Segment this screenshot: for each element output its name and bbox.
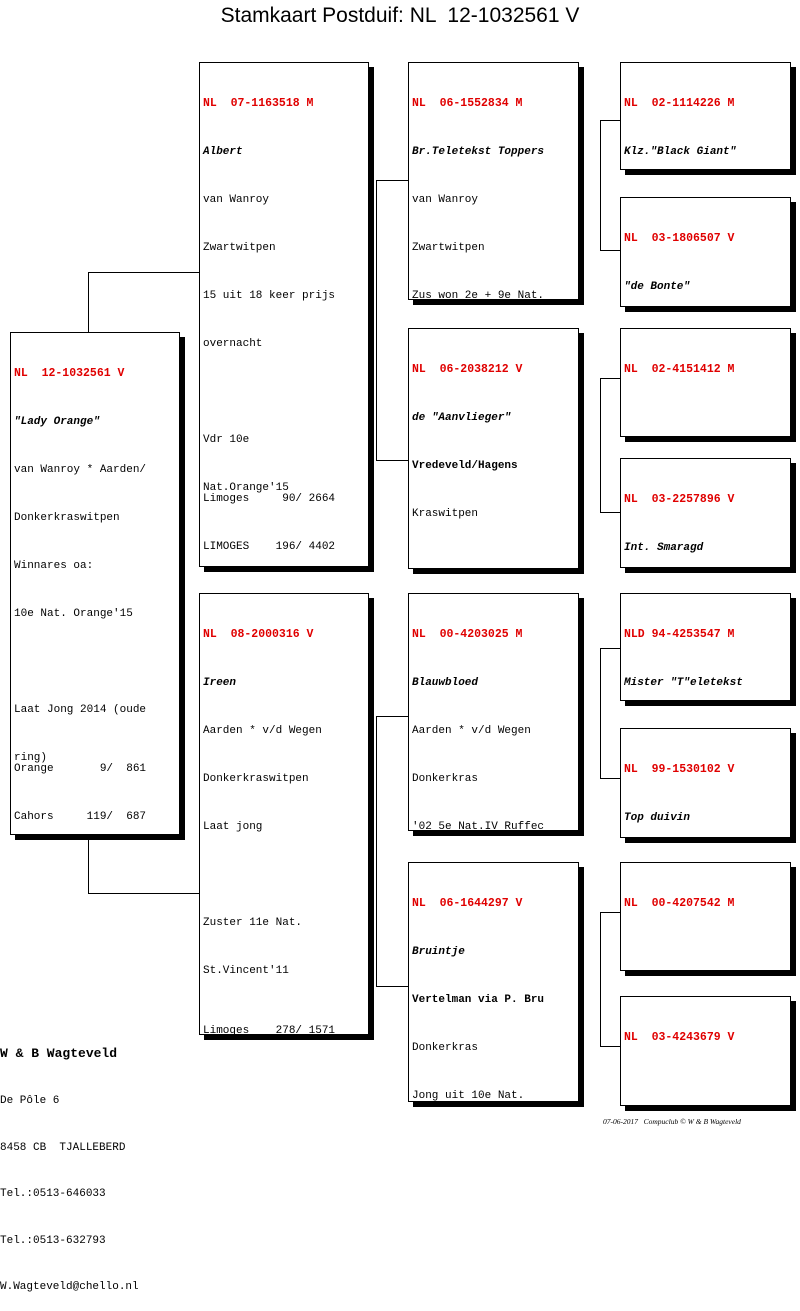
pigeon-name [624, 1078, 787, 1094]
info-line: Vertelman via P. Bru [412, 994, 545, 1006]
ring-number: NL 03-1806507 V [624, 232, 735, 245]
ring-number: NL 06-1552834 M [412, 97, 523, 110]
connector-line [600, 378, 601, 512]
result-line: Limoges 90/ 2664 [203, 493, 336, 505]
info-line: Donkerkraswitpen [14, 512, 120, 524]
great-grandparent-card [620, 862, 791, 971]
race-results [203, 991, 335, 1035]
father-card [199, 62, 369, 567]
result-line: Orange 9/ 861 [14, 763, 147, 775]
info-line: Laat jong [203, 821, 263, 833]
info-line: Zus won 2e + 9e Nat. [412, 290, 545, 300]
pigeon-name: Top duivin [624, 812, 691, 824]
pigeon-name: "de Bonte" [624, 281, 691, 293]
great-grandparent-card [620, 728, 791, 838]
connector-line [376, 180, 408, 181]
info-line: Aarden * v/d Wegen [412, 725, 531, 737]
connector-line [376, 180, 377, 460]
pigeon-name: "Lady Orange" [14, 416, 100, 428]
owner-email: W.Wagteveld@chello.nl [0, 1281, 139, 1293]
info-line: Donkerkras [412, 1042, 479, 1054]
ring-number: NL 12-1032561 V [14, 367, 125, 380]
info-line: van Wanroy [203, 194, 270, 206]
ring-number: NL 02-1114226 M [624, 97, 735, 110]
info-line: Vdr 10e [203, 434, 250, 446]
great-grandparent-card [620, 62, 791, 170]
info-line: 10e Nat. Orange'15 [14, 608, 133, 620]
owner-phone: Tel.:0513-646033 [0, 1188, 106, 1200]
connector-line [600, 512, 620, 513]
pigeon-name: Albert [203, 146, 243, 158]
connector-line [600, 1046, 620, 1047]
connector-line [600, 648, 601, 778]
pigeon-name: Klz."Black Giant" [624, 146, 737, 158]
info-line: Nat.Orange'15 [203, 482, 289, 494]
connector-line [600, 912, 620, 913]
race-results [14, 729, 146, 835]
ring-number: NL 99-1530102 V [624, 763, 735, 776]
owner-postcode: 8458 CB TJALLEBERD [0, 1141, 126, 1154]
info-line [14, 654, 176, 670]
owner-phone: Tel.:0513-632793 [0, 1234, 106, 1247]
info-line: St.Vincent'11 [203, 965, 289, 977]
connector-line [600, 648, 620, 649]
info-line: van Wanroy [412, 194, 479, 206]
info-line: Jong uit 10e Nat. [412, 1090, 525, 1102]
ring-number: NL 02-4151412 M [624, 363, 735, 376]
ring-number: NL 03-4243679 V [624, 1031, 735, 1044]
pigeon-name: Bruintje [412, 946, 465, 958]
info-line: van Wanroy * Aarden/ [14, 464, 147, 476]
connector-line [600, 120, 620, 121]
info-line: Vredeveld/Hagens [412, 460, 518, 472]
connector-line [88, 834, 89, 894]
owner-name: W & B Wagteveld [0, 1046, 118, 1061]
connector-line [376, 986, 408, 987]
pigeon-name: de "Aanvlieger" [412, 412, 512, 424]
grandmother-paternal-card [408, 328, 579, 569]
info-line: Kraswitpen [412, 508, 479, 520]
result-line: Cahors 119/ 687 [14, 811, 147, 823]
ring-number: NL 08-2000316 V [203, 628, 314, 641]
great-grandparent-card [620, 328, 791, 437]
pigeon-name: Blauwbloed [412, 677, 479, 689]
ring-number: NL 07-1163518 M [203, 97, 314, 110]
ring-number: NLD 94-4253547 M [624, 628, 735, 641]
ring-number: NL 06-1644297 V [412, 897, 523, 910]
connector-line [600, 778, 620, 779]
pigeon-name: Ireen [203, 677, 237, 689]
info-line [203, 384, 365, 400]
owner-info [0, 1014, 139, 1311]
owner-address: De Pôle 6 [0, 1095, 60, 1107]
connector-line [600, 378, 620, 379]
info-line: Zuster 11e Nat. [203, 917, 303, 929]
connector-line [88, 893, 199, 894]
result-line: Limoges 278/ 1571 [203, 1025, 336, 1035]
info-line: Donkerkras [412, 773, 479, 785]
great-grandparent-card [620, 593, 791, 701]
pigeon-name [624, 410, 787, 426]
great-grandparent-card [620, 458, 791, 568]
mother-card [199, 593, 369, 1035]
footer-credit: 07-06-2017 Compuclub © W & B Wagteveld [603, 1117, 741, 1126]
connector-line [376, 716, 377, 986]
ring-number: NL 00-4207542 M [624, 897, 735, 910]
race-results [203, 459, 335, 567]
info-line: '02 5e Nat.IV Ruffec [412, 821, 545, 831]
great-grandparent-card [620, 197, 791, 307]
pigeon-name: Int. Smaragd [624, 542, 704, 554]
connector-line [376, 460, 408, 461]
info-line: Winnares oa: [14, 560, 94, 572]
info-line: overnacht [203, 338, 263, 350]
info-line: Donkerkraswitpen [203, 773, 309, 785]
connector-line [600, 250, 620, 251]
subject-card [10, 332, 180, 835]
info-line: Laat Jong 2014 (oude [14, 704, 147, 716]
ring-number: NL 03-2257896 V [624, 493, 735, 506]
info-line: Zwartwitpen [412, 242, 485, 254]
grandfather-maternal-card [408, 593, 579, 831]
page-title: Stamkaart Postduif: NL 12-1032561 V [220, 4, 580, 27]
connector-line [88, 272, 199, 273]
info-line: 15 uit 18 keer prijs [203, 290, 336, 302]
connector-line [600, 120, 601, 250]
grandmother-maternal-card [408, 862, 579, 1102]
info-line: Aarden * v/d Wegen [203, 725, 322, 737]
pigeon-name [624, 944, 787, 960]
ring-number: NL 06-2038212 V [412, 363, 523, 376]
info-line: Zwartwitpen [203, 242, 276, 254]
info-line: ring) [14, 752, 48, 764]
connector-line [376, 716, 408, 717]
ring-number: NL 00-4203025 M [412, 628, 523, 641]
great-grandparent-card [620, 996, 791, 1106]
info-line [203, 867, 365, 883]
result-line: LIMOGES 196/ 4402 [203, 541, 336, 553]
grandfather-paternal-card [408, 62, 579, 300]
pigeon-name: Br.Teletekst Toppers [412, 146, 545, 158]
connector-line [600, 912, 601, 1046]
pigeon-name: Mister "T"eletekst [624, 677, 743, 689]
connector-line [88, 272, 89, 333]
